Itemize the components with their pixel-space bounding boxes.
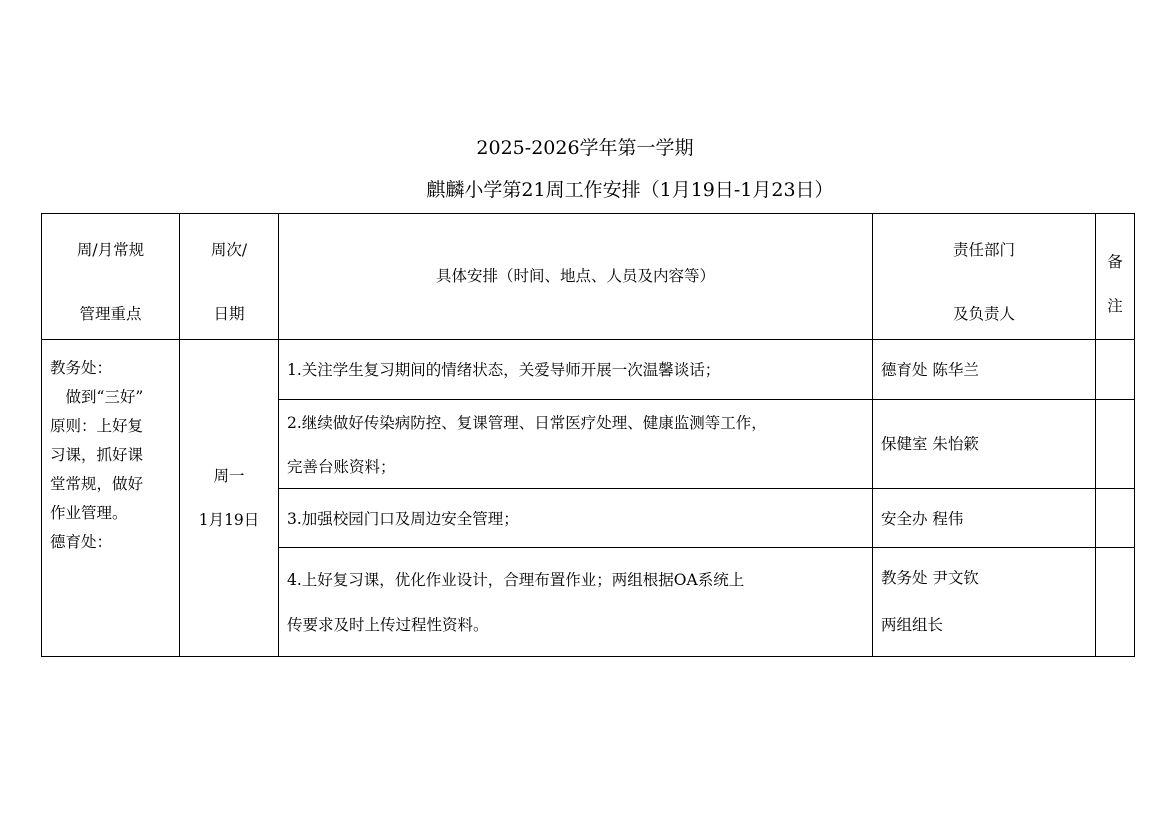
task-cell <box>278 339 872 399</box>
header-notes-line1: 备 <box>1107 253 1123 271</box>
task-cell <box>278 547 872 657</box>
header-department-line2: 及负责人 <box>952 305 1015 323</box>
header-week-date-line1: 周次/ <box>210 241 248 259</box>
department-text-continued: 两组组长 <box>881 616 944 634</box>
department-text: 保健室 朱怡簌 <box>881 435 979 453</box>
task-text: 3.加强校园门口及周边安全管理； <box>287 510 519 528</box>
task-text-continued: 完善台账资料； <box>287 458 396 476</box>
header-department <box>872 213 1095 339</box>
title-term: 2025-2026学年第一学期 <box>476 137 694 159</box>
management-line: 作业管理。 <box>50 504 128 522</box>
header-management-line1: 周/月常规 <box>76 241 145 259</box>
header-management-line2: 管理重点 <box>79 305 142 323</box>
department-cell <box>872 339 1095 399</box>
title-week: 麒麟小学第21周工作安排（1月19日-1月23日） <box>426 179 834 201</box>
department-text: 安全办 程伟 <box>881 510 964 528</box>
department-cell <box>872 399 1095 488</box>
task-cell <box>278 488 872 547</box>
department-text: 教务处 尹文钦 <box>881 569 979 587</box>
note-cell <box>1095 547 1135 657</box>
task-text: 1.关注学生复习期间的情绪状态，关爱导师开展一次温馨谈话； <box>287 361 721 379</box>
management-line: 习课，抓好课 <box>50 446 144 464</box>
header-week-date <box>179 213 278 339</box>
management-line: 原则：上好复 <box>50 417 144 435</box>
task-text: 2.继续做好传染病防控、复课管理、日常医疗处理、健康监测等工作， <box>287 414 767 432</box>
management-line: 教务处： <box>50 359 113 377</box>
note-cell <box>1095 488 1135 547</box>
header-arrangement-label: 具体安排（时间、地点、人员及内容等） <box>435 267 715 285</box>
day-cell <box>179 339 278 657</box>
management-line: 德育处： <box>50 533 113 551</box>
day-date: 1月19日 <box>198 511 260 529</box>
department-cell <box>872 547 1095 657</box>
task-text-continued: 传要求及时上传过程性资料。 <box>287 616 489 634</box>
header-arrangement <box>278 213 872 339</box>
task-cell <box>278 399 872 488</box>
header-management <box>41 213 179 339</box>
management-focus <box>41 339 179 657</box>
note-cell <box>1095 399 1135 488</box>
header-department-line1: 责任部门 <box>952 241 1015 259</box>
header-notes-line2: 注 <box>1107 297 1123 315</box>
management-line: 做到“三好” <box>50 388 144 406</box>
task-text: 4.上好复习课，优化作业设计，合理布置作业；两组根据OA系统上 <box>287 571 745 589</box>
management-line: 堂常规，做好 <box>50 475 144 493</box>
note-cell <box>1095 339 1135 399</box>
header-notes <box>1095 213 1135 339</box>
department-text: 德育处 陈华兰 <box>881 361 979 379</box>
day-name: 周一 <box>213 467 245 485</box>
header-week-date-line2: 日期 <box>213 305 245 323</box>
department-cell <box>872 488 1095 547</box>
